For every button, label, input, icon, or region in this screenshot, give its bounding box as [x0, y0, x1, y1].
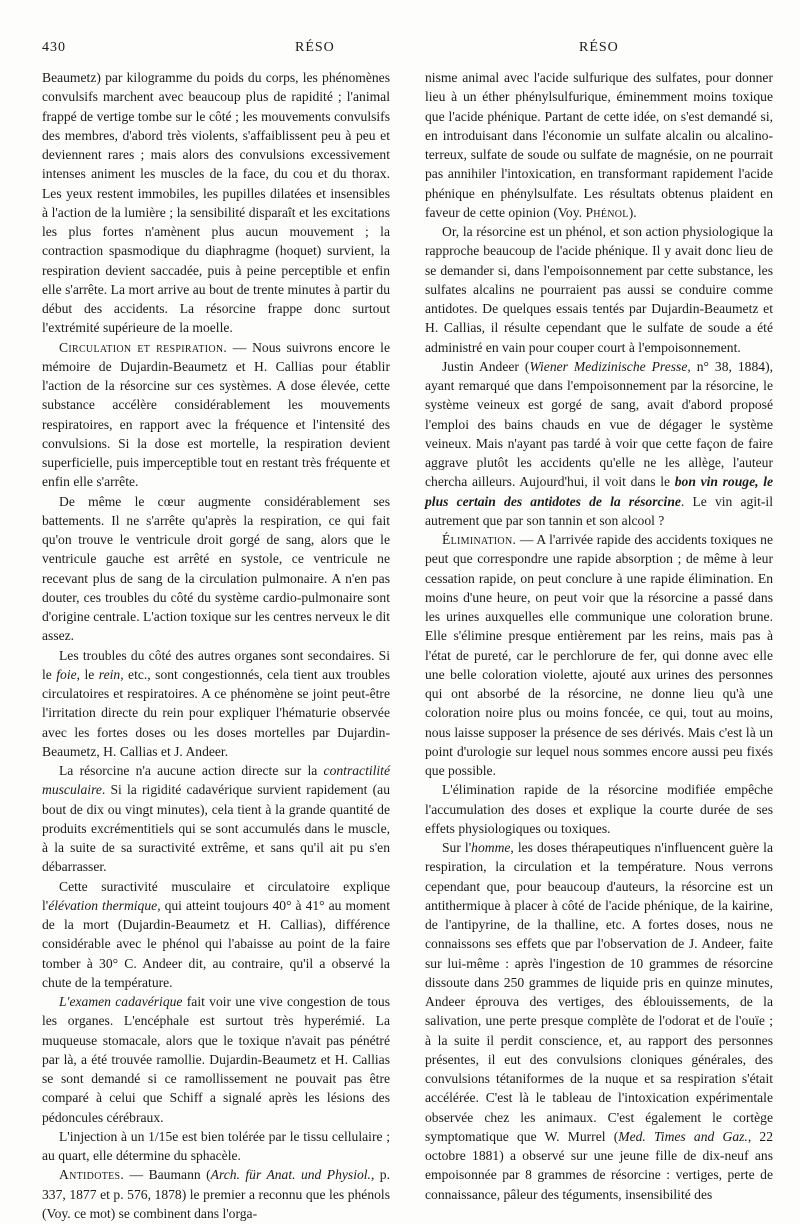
- right-column: [425, 68, 774, 1202]
- cross-reference: Phénol: [585, 204, 629, 220]
- paragraph-antidotes: Antidotes. — Baumann (Arch. für Anat. und Physiol., p. 337, 1877 et p. 576, 1878) le premier a reconnu que les phénols (Voy. ce mot) se combinent dans l'orga-: [42, 1167, 390, 1221]
- page-number: 430: [42, 40, 66, 55]
- paragraph-andeer: Justin Andeer (Wiener Medizinische Presse, n° 38, 1884), ayant remarqué que dans l'empoisonnement par la résorcine, le système veineux est gorgé de sang, avait d'abord proposé l'emploi des bains chauds en vue de dégager le système veineux. Mais n'ayant pas tardé à voir que cette façon de faire aggrave plutôt les accidents qu'elle ne les allège, l'auteur chercha ailleurs. Aujourd'hui, il voit dans le bon vin rouge, le plus certain des antidotes de la résorcine. Le vin agit-il autrement que par son tannin et son alcool ?: [425, 358, 774, 528]
- running-head: [42, 40, 760, 62]
- paragraph-injection: L'injection à un 1/15e est bien tolérée par le tissu cellulaire ; au quart, elle détermine du sphacèle.: [42, 1128, 390, 1163]
- paragraph-circulation: Circulation et respiration. — Nous suivrons encore le mémoire de Dujardin-Beaumetz et H. Callias pour établir l'action de la résorcine sur ces systèmes. A dose élevée, cette substance accélère considérablement les mouvements respiratoires, en rapport avec la fréquence et l'intensité des convulsions. Si la dose est mortelle, la respiration devient superficielle, puis imperceptible tout en restant très fréquente et enfin elle s'arrête.: [42, 339, 390, 490]
- paragraph-convulsions: Beaumetz) par kilogramme du poids du corps, les phénomènes convulsifs marchent avec beaucoup plus de rapidité ; l'animal frappé de vertige tombe sur le côté ; les mouvements convulsifs des membres, d'abord très violents, s'affaiblissent peu à peu et deviennent rares ; mais alors des convulsions excessivement intenses animent les muscles de la face, du cou et du thorax. Les yeux restent immobiles, les pupilles dilatées et insensibles à l'action de la lumière ; la sensibilité disparaît et les excitations les plus fortes n'amènent plus aucun mouvement ; la contraction spasmodique du diaphragme (hoquet) survient, la respiration devient saccadée, puis à peine perceptible et enfin elle s'arrête. La mort arrive au bout de trente minutes à partir du début des accidents. La résorcine frappe donc surtout l'extrémité supérieure de la moelle.: [42, 70, 390, 336]
- running-title-left: RÉSO: [295, 40, 335, 55]
- paragraph-other-organs: Les troubles du côté des autres organes sont secondaires. Si le foie, le rein, etc., sont congestionnés, cela tient aux troubles circulatoires et respiratoires. A ce phénomène se joint peut-être l'irritation directe du rein pour expliquer l'hématurie observée avec les fortes doses ou les doses mortelles par Dujardin-Beaumetz, H. Callias et J. Andeer.: [42, 647, 390, 759]
- paragraph-elimination: Élimination. — A l'arrivée rapide des accidents toxiques ne peut que correspondre une rapide absorption ; de même à leur cessation rapide, on peut conclure à une rapide élimination. En moins d'une heure, on peut voir que la résorcine a passé dans les urines auxquelles elle communique une coloration brune. Elle s'élimine presque entièrement par les reins, mais pas à l'état de pureté, car le perchlorure de fer, qui donne avec elle une belle coloration violette, ajouté aux urines des personnes qui ont absorbé de la résorcine, ne donne lieu qu'à une coloration noire plus ou moins foncée, ce qui, tout au moins, nous laisse supposer la présence de ses dérivés. Mais c'est là un point d'urologie sur lequel nous sommes encore aussi peu fixés que possible.: [425, 532, 773, 778]
- paragraph-contractility: La résorcine n'a aucune action directe sur la contractilité musculaire. Si la rigidité cadavérique survient rapidement (au bout de dix ou vingt minutes), cela tient à la grande quantité de produits excrémentitiels qui se sont accumulés dans le muscle, à la suite de sa suractivité extrême, et sans qu'il ait pu s'en débarrasser.: [42, 763, 390, 875]
- paragraph-human: Sur l'homme, les doses thérapeutiques n'influencent guère la respiration, la circulation et la température. Nous verrons cependant que, pour beaucoup d'auteurs, la résorcine est un antithermique à placer à côté de l'acide phénique, de la kairine, de l'antipyrine, de la thalline, etc. A fortes doses, nous ne connaissons ses effets que par l'observation de J. Andeer, faite sur lui-même : après l'ingestion de 10 grammes de résorcine dissoute dans 250 grammes de liquide pris en quinze minutes, Andeer éprouva des vertiges, des éblouissements, de la salivation, une perte presque complète de l'odorat et de l'ouïe ; à la suite il perdit conscience, et, au rapport des personnes présentes, il eut des convulsions cloniques générales, des convulsions tétaniformes de la nuque et sa respiration s'était accélérée. C'est là le tableau de l'intoxication expérimentale observée chez les animaux. C'est également le cortège symptomatique que W. Murrel (Med. Times and Gaz., 22 octobre 1881) a observé sur une jeune fille de dix-neuf ans empoisonnée par 8 grammes de résorcine : vertiges, perte de connaissance, pâleur des téguments, insensibilité des: [425, 840, 773, 1202]
- paragraph-thermal: Cette suractivité musculaire et circulatoire explique l'élévation thermique, qui atteint toujours 40° à 41° au moment de la mort (Dujardin-Beaumetz et H. Callias), différence considérable avec le phénol qui l'abaisse au point de la faire tomber à 30° C. Andeer dit, au contraire, qu'il a observé la chute de la température.: [42, 878, 390, 990]
- paragraph-sulfates: nisme animal avec l'acide sulfurique des sulfates, pour donner lieu à un éther phénylsulfurique, éminemment moins toxique que l'acide phénique. Partant de cette idée, on s'est demandé si, en introduisant dans l'économie un sulfate alcalin ou alcalino-terreux, sulfate de soude ou sulfate de magnésie, on ne pourrait pas annihiler l'intoxication, en transformant rapidement l'acide phénique en phénylsulfate. Les résultats obtenus plaident en faveur de cette opinion (Voy. Phénol).: [425, 70, 773, 220]
- section-heading-antidotes: Antidotes.: [59, 1167, 125, 1183]
- paragraph-accumulation: L'élimination rapide de la résorcine modifiée empêche l'accumulation des doses et explique la courte durée de ses effets physiologiques ou toxiques.: [425, 782, 773, 836]
- section-heading-circulation: Circulation et respiration.: [59, 339, 228, 355]
- paragraph-heart: De même le cœur augmente considérablement ses battements. Il ne s'arrête qu'après la respiration, ce qui fait qu'on trouve le ventricule droit gorgé de sang, alors que le ventricule gauche est arrêté en systole, ce ventricule ne recevant plus de sang de la circulation pulmonaire. A n'en pas douter, ces troubles du côté du système cardio-pulmonaire sont d'origine centrale. L'action toxique sur les centres nerveux le dit assez.: [42, 493, 390, 644]
- left-column: [42, 68, 390, 1221]
- paragraph-autopsy: L'examen cadavérique fait voir une vive congestion de tous les organes. L'encéphale est surtout très hyperémié. La muqueuse stomacale, alors que le toxique n'avait pas pénétré par là, a été trouvée ramollie. Dujardin-Beaumetz et H. Callias se sont demandé si ce ramollissement ne pouvait pas être comparé à celui que Schiff a signalé après les lésions des pédoncules cérébraux.: [42, 994, 390, 1125]
- running-title-right: RÉSO: [579, 40, 619, 55]
- section-heading-elimination: Élimination.: [442, 532, 517, 547]
- paragraph-phenol-comparison: Or, la résorcine est un phénol, et son action physiologique la rapproche beaucoup de l'acide phénique. Il y avait donc lieu de se demander si, dans l'empoisonnement par cette substance, les sulfates alcalins ne pourraient pas aussi se conduire comme antidotes. De quelques essais tentés par Dujardin-Beaumetz et H. Callias, il résulte cependant que le sulfate de soude a été administré en vain pour couper court à l'empoisonnement.: [425, 224, 773, 355]
